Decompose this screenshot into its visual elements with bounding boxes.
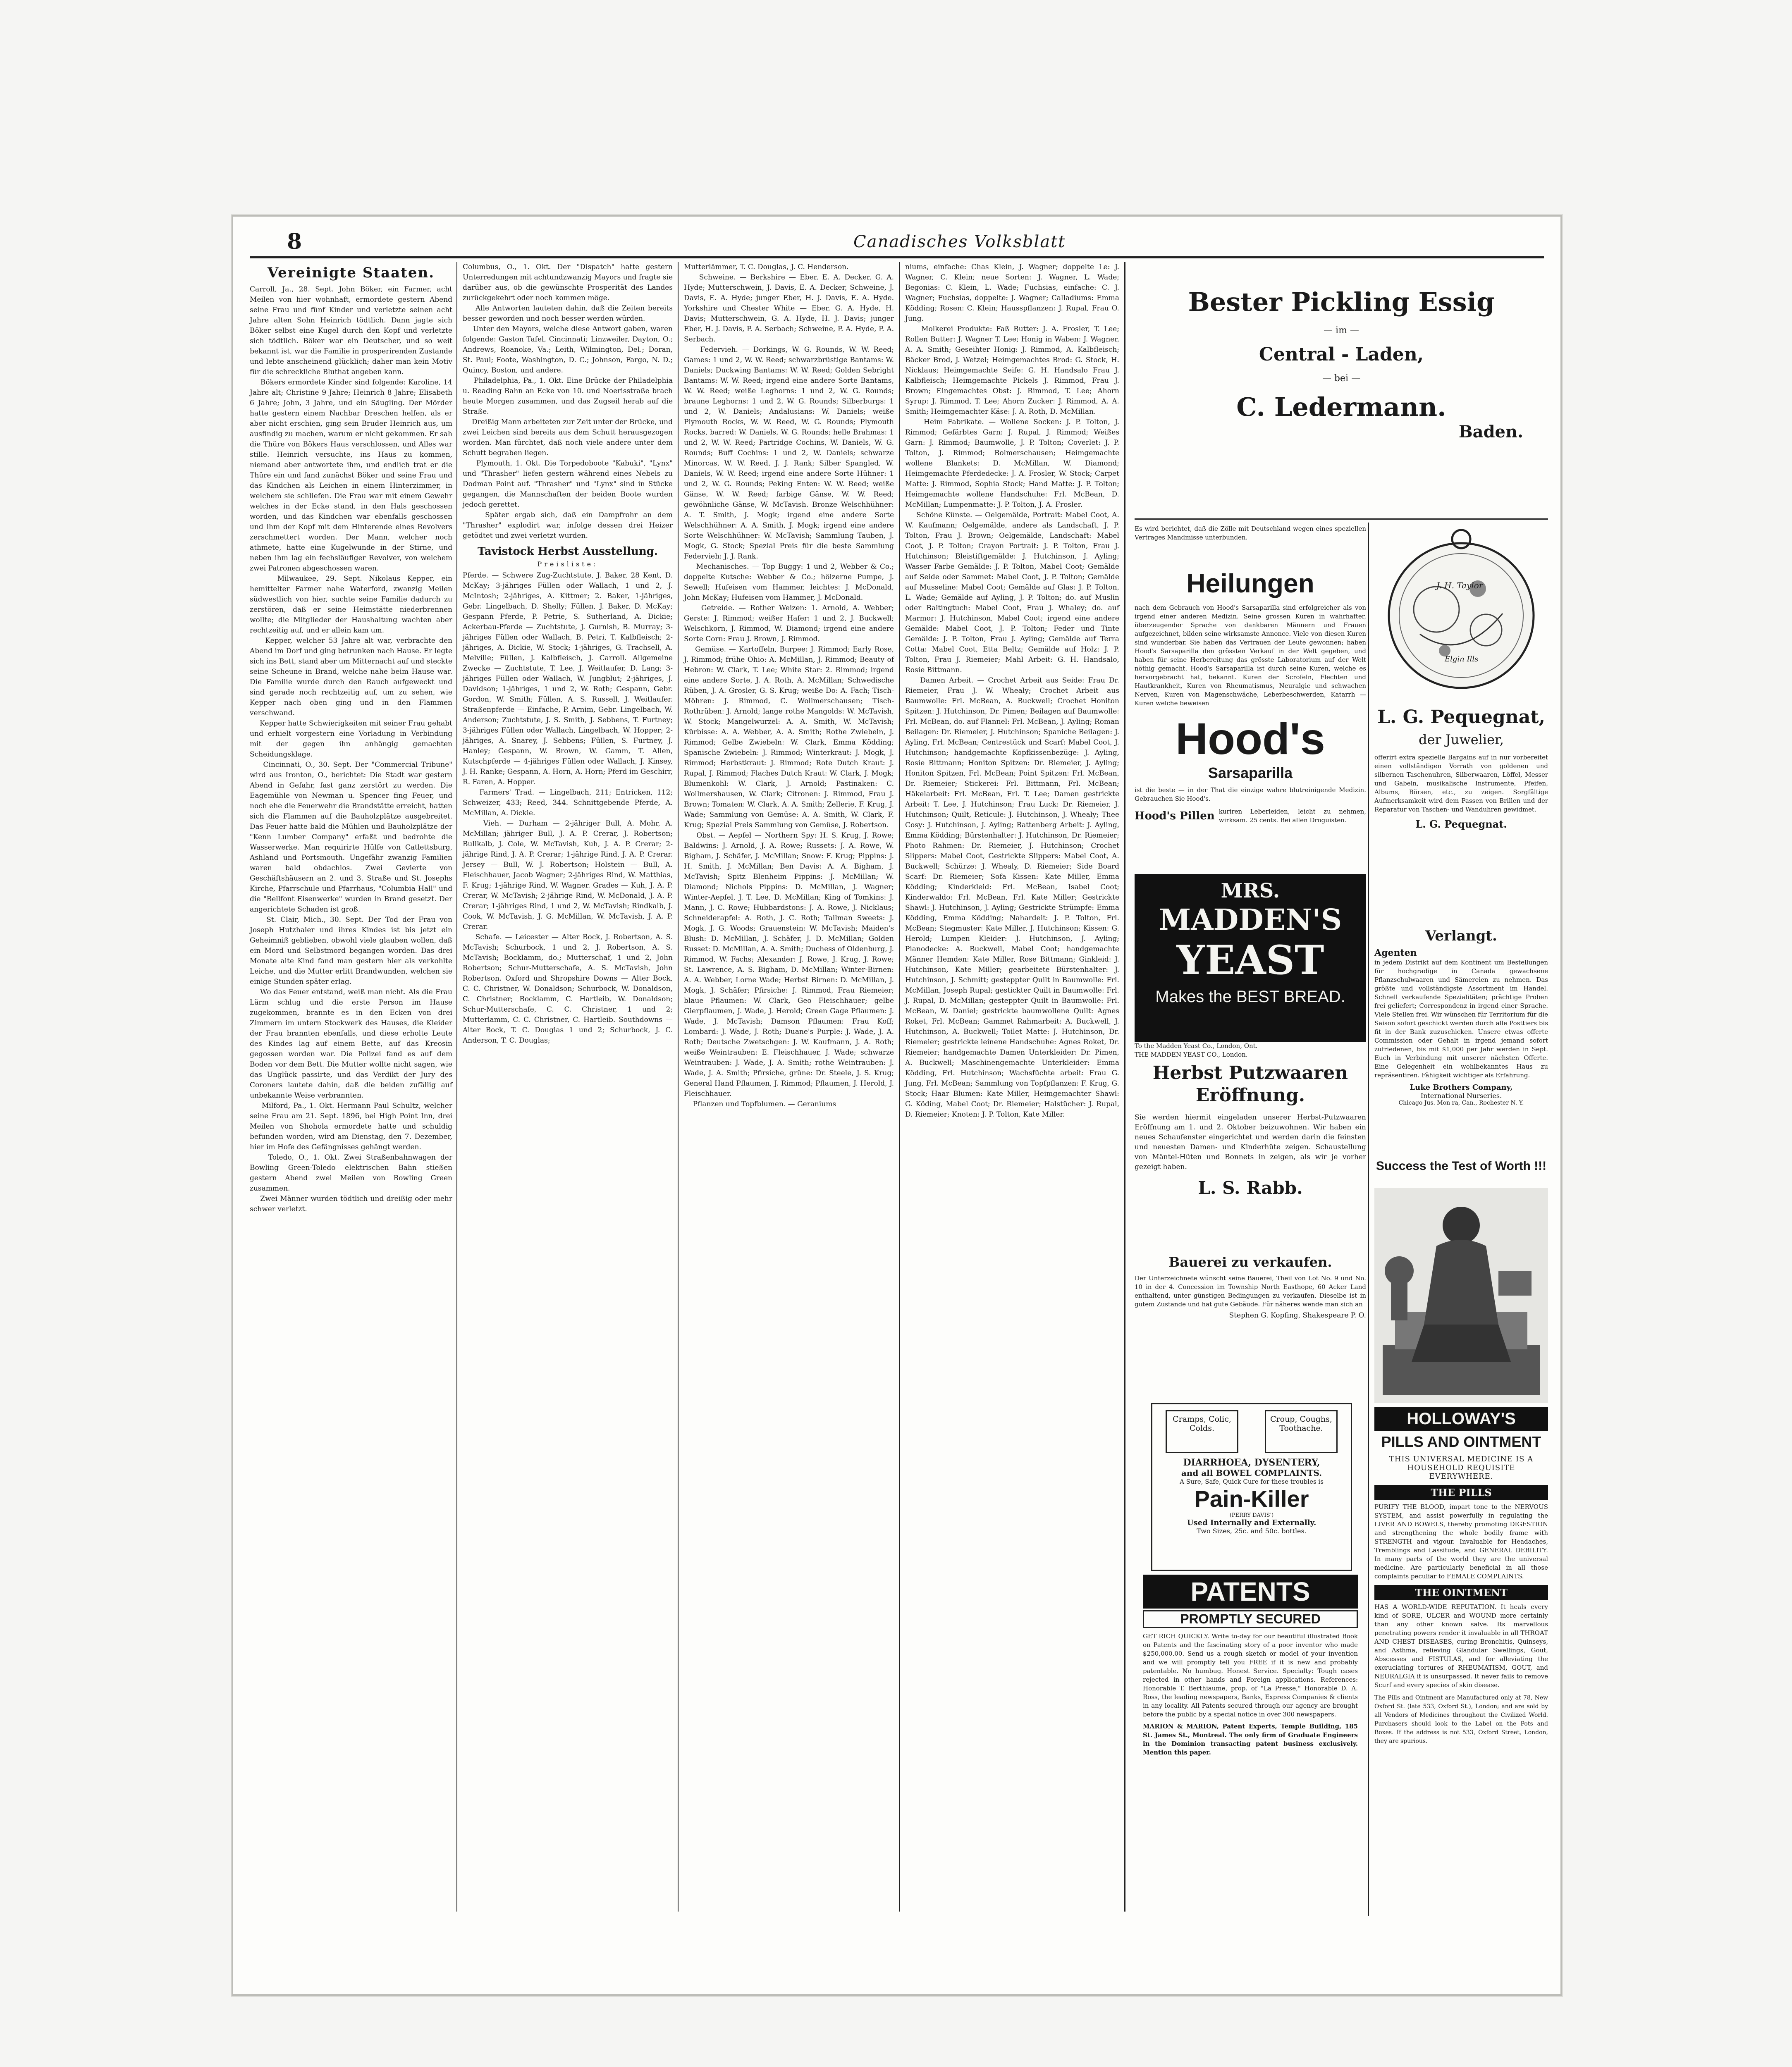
section-title: Tavistock Herbst Ausstellung. [478, 545, 658, 558]
ad-merchant: C. Ledermann. [1236, 392, 1446, 422]
ad-headline: Verlangt. [1425, 928, 1497, 944]
ad-footer: To the Madden Yeast Co., London, Ont. [1135, 1042, 1258, 1050]
ad-section-band: THE PILLS [1374, 1485, 1548, 1500]
ad-box: Croup, Coughs, Toothache. [1265, 1410, 1338, 1453]
notice [1135, 525, 1366, 566]
ad-signature: Stephen G. Kopfing, Shakespeare P. O. [1229, 1311, 1366, 1320]
ad-headline: Success the Test of Worth !!! [1376, 1159, 1547, 1173]
holloway-ad [1374, 1407, 1548, 1912]
ad-brand: Hood's [1176, 714, 1325, 764]
ad-brand: Pain-Killer [1194, 1486, 1309, 1512]
ad-brand-sub: PROMPTLY SECURED [1143, 1610, 1358, 1628]
ad-brand: PATENTS [1143, 1575, 1358, 1609]
ad-text: — im — [1324, 325, 1359, 336]
advertisements-column [1135, 262, 1548, 1916]
millinery-opening-ad [1135, 1062, 1366, 1252]
ad-text: Central - Laden, [1259, 344, 1424, 365]
ad-section-band: THE OINTMENT [1374, 1585, 1548, 1600]
watch-dial: Elgin Ills [1445, 655, 1479, 664]
column-rule [678, 262, 679, 1912]
madden-yeast-ad [1135, 874, 1366, 1056]
prize-list-text: Pferde. — Schwere Zug-Zuchtstute, J. Baker, 28 Kent, D. McKay; 3-jähriges Füllen oder Wallach, 1 und 2, J. McIntosh; 2-jähriges, A. Kittmer; 2. Baker, 1-jähriges, Gebr. Lingelbach, D. Shelly; Füllen, J. Baker, D. McKay; Gespann Pferde, P. Petrie, S. Sutherland, A. Dickie; Ackerbau-Pferde — Zuchtstute, J. Gurnish, B. Murray; 3-jähriges Füllen oder Wallach, B. Petri, T. Kalbfleisch; 2-jähriges, A. Dickie, W. Stock; 1-jähriges, G. Trachsell, A. Melville; Füllen, J. Kalbfleisch, J. Carroll. Allgemeine Zwecke — Zuchtstute, T. Lee, J. Weitlaufer, D. Lang; 3-jähriges Füllen oder Wallach, W. Jungblut; 2-jähriges, J. Davidson; 1-jähriges, 1 und 2, W. Roth; Gespann, Gebr. Gordon, W. Smith; Füllen, A. S. Russell, J. Weitlaufer. Straßenpferde — Einfache, P. Arnim, Gebr. Lingelbach, W. Anderson; Zuchtstute, J. S. Smith, J. Sebbens, T. Furtney; 3-jähriges Füllen oder Wallach, Lingelbach, W. Hopper; 2-jähriges, A. Snarey, J. Sebbens; Füllen, S. Furtney, J. Hanley; Gespann, W. Brown, W. Gamm, T. Allen, Kutschpferde — 4-jähriges Füllen oder Wallach, J. Kinsey, J. H. Ranke; Gespann, A. Horn, A. Horn; Pferd im Geschirr, R. Faren, A. Hopper. Farmers' Trad. — Lingelbach, 211; Entricken, 112; Schweizer, 433; Reed, 344. Schnittgebende Pferde, A. McMillan, A. Dickie. Vieh. — Durham — 2-jähriger Bull, A. Mohr, A. McMillan; jähriger Bull, J. A. P. Crerar, J. Robertson; Bullkalb, J. Cole, W. McTavish, Kuh, J. A. P. Crerar; 2-jährige Rind, J. A. P. Crerar; 1-jährige Rind, J. A. P. Crerar. Jersey — Bull, W. J. Robertson; Holstein — Bull, A. Fleischhauer, Jacob Wagner; 2-jähriges Rind, W. Matthias, F. Krug; 1-jährige Rind, W. Wagner. Grades — Kuh, J. A. P. Crerar, W. McTavish; 2-jährige Rind, W. McDonald, J. A. P. Crerar; 1-jähriges Rind, 1 und 2, W. McTavish; Rindkalb, J. Cook, W. McTavish, J. G. McMillan, W. McTavish, J. A. P. Crerar. Schafe. — Leicester — Alter Bock, J. Robertson, A. S. McTavish; Schurbock, 1 und 2, J. Robertson, A. S. McTavish; Bocklamm, do.; Mutterschaf, 1 und 2, John Robertson; Schur-Mutterschafe, A. S. McTavish, John Robertson. Oxford und Shropshire Downs — Alter Bock, C. C. Christner, W. Donaldson; Schurbock, W. Donaldson, C. Christner; Bocklamm, C. Hartleib, W. Donaldson; Schur-Mutterschafe, C. C. Christner, 1 und 2; Mutterlamm, C. C. Christner, C. Hartleib. Southdowns — Alter Bock, T. C. Douglas 1 und 2; Schurbock, J. C. Anderson, T. C. Douglas; [463, 571, 673, 1045]
ad-brand-sub: Sarsaparilla [1208, 764, 1293, 781]
jeweler-ad [1374, 707, 1548, 921]
ad-headline: Herbst Putzwaaren Eröffnung. [1152, 1062, 1348, 1106]
ad-column-rule [1368, 523, 1369, 1916]
column-rule [1124, 262, 1125, 1912]
ad-headline: Bester Pickling Essig [1188, 287, 1495, 317]
pocket-watch-illustration [1374, 527, 1548, 700]
ad-brand: YEAST [1176, 937, 1324, 983]
ad-address: Chicago Jus. Mon ra, Can., Rochester N. Y. [1398, 1100, 1524, 1106]
notice-text: Es wird berichtet, daß die Zölle mit Deutschland wegen eines speziellen Vertrages Mandmisse unterbunden. [1135, 525, 1366, 541]
ad-body: kuriren Leberleiden, leicht zu nehmen, wirksam. 25 cents. Bei allen Droguisten. [1219, 808, 1366, 824]
ad-brand-sub: PILLS AND OINTMENT [1381, 1433, 1541, 1450]
ad-headline: Heilungen [1186, 568, 1314, 598]
page-number: 8 [287, 229, 302, 254]
header-rule [250, 256, 1544, 258]
watch-maker: J. H. Taylor [1436, 580, 1483, 590]
ad-text: — bei — [1322, 373, 1361, 384]
pickling-vinegar-ad [1135, 262, 1548, 510]
article-text: Columbus, O., 1. Okt. Der "Dispatch" hatte gestern Unterredungen mit achtundzwanzig Mayors und fragte sie darüber aus, ob die gewünschte Prosperität des Landes zurückgekehrt oder noch kommen möge. Alle Antworten lauteten dahin, daß die Zeiten bereits besser geworden und noch besser werden würden. Unter den Mayors, welche diese Antwort gaben, waren folgende: Gaston Tafel, Cincinnati; Linzweiler, Dayton, O.; Andrews, Roanoke, Va.; Leith, Wilmington, Del.; Doran, St. Paul; Foote, Washington, D. C.; Johnson, Fargo, N. D.; Quincy, Boston, und andere. Philadelphia, Pa., 1. Okt. Eine Brücke der Philadelphia u. Reading Bahn an Ecke von 10. und Noerisstraße brach heute Morgen zusammen, und das Zugseil herab auf die Straße. Dreißig Mann arbeiteten zur Zeit unter der Brücke, und zwei Leichen sind bereits aus dem Schutt herausgezogen worden. Man fürchtet, daß noch viele andere unter dem Schutt begraben liegen. Plymouth, 1. Okt. Die Torpedoboote "Kabuki", "Lynx" und "Thrasher" liefen gestern während eines Nebels zu Dodman Point auf. "Thrasher" und "Lynx" sind in Stücke gegangen, die Mannschaften der beiden Boote wurden jedoch gerettet. Später ergab sich, daß ein Dampfrohr an dem "Thrasher" explodirt war, infolge dessen drei Heizer getödtet und zwei verletzt wurden. [463, 263, 673, 540]
ad-text: (PERRY DAVIS') [1229, 1512, 1274, 1518]
ad-text: Used Internally and Externally. [1187, 1518, 1317, 1527]
ad-brand: MRS. [1221, 879, 1280, 902]
ad-location: Baden. [1458, 422, 1523, 442]
newspaper-page [232, 215, 1562, 1996]
ad-tagline: Makes the BEST BREAD. [1155, 988, 1345, 1006]
ad-company: International Nurseries. [1420, 1092, 1502, 1100]
ad-body: PURIFY THE BLOOD, impart tone to the NERVOUS SYSTEM, and assist powerfully in regulating the LIVER AND BOWELS, thereby promoting DIGESTION and strengthening the whole bodily frame with STRENGTH and vigour. Invaluable for Headaches, Tremblings and Lassitude, and GENERAL DEBILITY. In many parts of the world they are the universal medicine. Are particularly beneficial in all those complaints peculiar to FEMALE COMPLAINTS. [1374, 1503, 1548, 1580]
ad-body: HAS A WORLD-WIDE REPUTATION. It heals every kind of SORE, ULCER and WOUND more certainly than any other known salve. Its marvellous penetrating powers render it invaluable in all THROAT AND CHEST DISEASES, curing Bronchitis, Quinseys, and Asthma, relieving Glandular Swellings, Gout, Abscesses and FISTULAS, and for alleviating the excruciating tortures of RHEUMATISM, GOUT, and NEURALGIA it is unsurpassed. It never fails to remove Scurf and every species of skin disease. [1374, 1603, 1548, 1689]
article-text: Carroll, Ja., 28. Sept. John Böker, ein Farmer, acht Meilen von hier wohnhaft, ermordete gestern Abend seine Frau und fünf Kinder und verletzte seinen acht Jahre alten Sohn Heinrich tödtlich. Dann jagte sich Böker selbst eine Kugel durch den Kopf und verletzte sich tödtlich. Böker war ein Deutscher, und so weit bekannt ist, war die Familie in prosperirenden Zustande und lebte anscheinend glücklich; daher man kein Motiv für die schreckliche Bluthat angeben kann. Bökers ermordete Kinder sind folgende: Karoline, 14 Jahre alt; Christine 9 Jahre; Heinrich 8 Jahre; Elisabeth 6 Jahre; John, 3 Jahre, und ein Säugling. Der Mörder hatte gestern einem Nachbar Dreschen helfen, als er aber nicht erschien, ging sein Bruder Heinrich aus, um ausfindig zu machen, warum er nicht gekommen. Er sah die Thüre von Bökers Haus verschlossen, und Alles war stille. Heinrich versuchte, ins Haus zu kommen, niemand aber antwortete ihm, und endlich trat er die Thüre ein und fand zunächst Böker und seine Frau und das Kindchen als Leichen in einem Hinterzimmer, in welchem sie schliefen. Die Frau war mit einem Gewehr welches in der Ecke stand, in den Hals geschossen worden, und das Kindchen war ebenfalls geschossen und ihm der Kopf mit dem Hinterende eines Revolvers zerschmettert worden. Der Mann, welcher noch athmete, hatte eine Kugelwunde in der Stirne, und neben ihm lag ein fechsläufiger Revolver, von welchem zwei Patronen abgeschossen waren. Milwaukee, 29. Sept. Nikolaus Kepper, ein hemittelter Farmer nahe Waterford, zwanzig Meilen südwestlich von hier, suchte seine Familie dadurch zu zerstören, daß er seine Heimstätte niederbrennen wollte; die Mitglieder der Haushaltung wachten aber rechtzeitig auf, und er allein kam um. Kepper, welcher 53 Jahre alt war, verbrachte den Abend im Dorf und ging betrunken nach Hause. Er legte sich ins Bett, stand aber um Mitternacht auf und steckte seine Scheune in Brand, welche nahe beim Hause war. Die Familie wurde durch den Rauch aufgeweckt und sind gerade noch rechtzeitig auf, um zu sehen, wie Kepper nach oben ging und in den Flammen verschwand. Kepper hatte Schwierigkeiten mit seiner Frau gehabt und erhielt vorgestern eine Vorladung in Verbindung mit der gegen ihn anhängig gemachten Scheidungsklage. Cincinnati, O., 30. Sept. Der "Commercial Tribune" wird aus Ironton, O., berichtet: Die Stadt war gestern Abend in Gefahr, fast ganz zerstört zu werden. Die Eagemühle von Newman u. Spencer fing Feuer, und noch ehe die Feuerwehr die Brandstätte erreicht, hatten sich die Flammen auf die Bauholzplätze ausgebreitet. Das Feuer hatte bald die Mühlen und Bauholzplätze der "Kenn Lumber Company" erfaßt und bedrohte die Wasserwerke. Man requirirte Hülfe von Catlettsburg, Ashland und Portsmouth. Ungefähr zwanzig Familien waren bald obdachlos. Zwei Gevierte von Geschäftshäusern an 2. und 3. Straße und St. Josephs Kirche, Pfarrschule und Pfarrhaus, "Columbia Hall" und die "Bellfont Eisenwerke" wurden in Brand gesetzt. Der angerichtete Schaden ist groß. St. Clair, Mich., 30. Sept. Der Tod der Frau von Joseph Hutzhaler und ihres Kindes ist bis jetzt ein Geheimniß geblieben, obwohl viele glauben wollen, daß ein Mord und Selbstmord begangen worden. Das drei Monate alte Kind fand man gestern hier als verkohlte Leiche, und die Mutter erlitt Brandwunden, welchen sie einige Stunden später erlag. Wo das Feuer entstand, weiß man nicht. Als die Frau Lärm schlug und die erste Person im Hause zugekommen, brannte es in den Ecken von drei Zimmern im untern Stockwerk des Hauses, die Kleider der Frau brannten ebenfalls, und diese erholte Leute des Kindes lag auf einem Bette, auf das Kreosin gegossen worden war. Die Polizei fand es auf dem Boden vor dem Bett. Die Mutter wollte nicht sagen, wie das Unglück passirte, und das Verdikt der Jury des Coroners lautete dahin, daß die beiden zufällig auf unbekannte Weise verbrannten. Milford, Pa., 1. Okt. Hermann Paul Schultz, welcher seine Frau am 21. Sept. 1896, bei High Point Inn, drei Meilen von Shohola ermordete hatte und schuldig befunden worden, wird am Dienstag, den 7. Dezember, hier im Hofe des Gefängnisses gehängt werden. Toledo, O., 1. Okt. Zwei Straßenbahnwagen der Bowling Green-Toledo elektrischen Bahn stießen gestern Abend zwei Meilen von Bowling Green zusammen. Zwei Männer wurden tödtlich und dreißig oder mehr schwer verletzt. [250, 285, 453, 1213]
success-banner [1374, 1159, 1548, 1184]
ad-body: Der Unterzeichnete wünscht seine Bauerei, Theil von Lot No. 9 und No. 10 in der 4. Concession im Township North Easthope, 60 Acker Land enthaltend, unter günstigen Bedingungen zu verkaufen. Dieselbe ist in gutem Zustande und hat gute Gebäude. Für näheres wende man sich an [1135, 1275, 1366, 1308]
ad-footer: THE MADDEN YEAST CO., London. [1135, 1051, 1248, 1058]
patents-ad [1143, 1575, 1358, 1914]
ad-body: offerirt extra spezielle Bargains auf in nur vorbereitet einen vollständigen Vorrath von goldenen und silbernen Taschenuhren, Silberwaaren, Löffel, Messer und Gabeln, musikalische Instrumente, Pfeifen, Albums, Börsen, etc., zu zeigen. Sorgfältige Aufmerksamkeit wird dem Passen von Brillen und der Reparatur von Taschen- und Wanduhren gewidmet. [1374, 754, 1548, 813]
farm-for-sale-ad [1135, 1254, 1366, 1391]
ad-headline: Bauerei zu verkaufen. [1168, 1254, 1332, 1270]
ad-body: GET RICH QUICKLY. Write to-day for our beautiful illustrated Book on Patents and the fascinating story of a poor inventor who made $250,000.00. Send us a rough sketch or model of your invention and we will promptly tell you FREE if it is new and probably patentable. No humbug. Honest Service. Specialty: Tough cases rejected in other hands and Foreign applications. References: Honorable T. Berthiaume, prop. of "La Presse," Honorable D. A. Ross, the leading newspapers, Banks, Express Companies & clients in any locality. All Patents secured through our agency are brought before the public by a special notice in over 300 newspapers. [1143, 1633, 1358, 1718]
ad-footer: MARION & MARION, Patent Experts, Temple Building, 185 St. James St., Montreal. The only firm of Graduate Engineers in the Dominion transacting patent business exclusively. Mention this paper. [1143, 1723, 1358, 1756]
ad-signature: L. G. Pequegnat. [1415, 818, 1507, 830]
section-title: Vereinigte Staaten. [267, 265, 435, 281]
ad-divider [1135, 518, 1548, 520]
ad-body: Sie werden hiermit eingeladen unserer Herbst-Putzwaaren Eröffnung am 1. und 2. Oktober beizuwohnen. Wir haben ein neues Schaufenster eingerichtet und werden darin die feinsten und neuesten Damen- und Kinderhüte zeigen. Schaustellung von Mäntel-Hüten und Bonnets in zeigen, als wir je vorher gezeigt haben. [1135, 1113, 1366, 1171]
column-2 [463, 262, 673, 1907]
ad-text: and all BOWEL COMPLAINTS. [1181, 1468, 1322, 1478]
painkiller-ad [1151, 1403, 1352, 1571]
ad-body: nach dem Gebrauch von Hood's Sarsaparilla sind erfolgreicher als von irgend einer anderen Medizin. Seine grossen Kuren in wahrhafter, überzeugender Sprache von dankbaren Männern und Frauen aufgezeichnet, bilden seine wirksamste Annonce. Viele von diesen Kuren sind wunderbar. Sie haben das Vertrauen der Leute gewonnen; haben Hood's Sarsaparilla den grössten Verkauf in der Welt gegeben, und haben für seine Herbereitung das grösste Laboratorium auf der Welt nöthig gemacht. Hood's Sarsaparilla ist durch seine Kuren, welche es hervorgebracht hat, bekannt. Kuren der Scrofeln, Flechten und Hautkrankheit, Kuren von Rheumatismus, Neuralgie und schwachen Nerven, Kuren von Magenschwäche, Leberbeschwerden, Katarrh — Kuren welche beweisen [1135, 604, 1366, 707]
prize-list-text: niums, einfache: Chas Klein, J. Wagner; doppelte Le: J. Wagner, C. Klein; neue Sorten: J. Wagner, L. Wade; Begonias: C. Klein, L. Wade; Fuchsias, einfache: C. J. Wagner; Fuchsias, doppelte: J. Wagner; Calladiums: Emma Ködding; Rosen: C. Klein; Hausspflanzen: J. Rupal, Frau O. Jung. Molkerei Produkte: Faß Butter: J. A. Frosler, T. Lee; Rollen Butter: J. Wagner T. Lee; Honig in Waben: J. Wagner, A. A. Smith; Geseihter Honig: J. Rimmod, A. Kalbfleisch; Bäcker Brod, J. Wetzel; Heimgemachtes Brod: G. Stock, H. Nicklaus; Heimgemachte Seife: G. H. Handsalo Frau J. Kalbfleisch; Heimgemachte Pickels J. Rimmod, Frau J. Brown; Eingemachtes Obst: J. Rimmod, T. Lee; Ahorn Syrup: J. Rimmod, T. Lee; Ahorn Zucker: J. Rimmod, A. A. Smith; Heimgemachter Käse: J. A. Roth, D. McMillan. Heim Fabrikate. — Wollene Socken: J. P. Tolton, J. Rimmod; Gefärbtes Garn: J. Rupal, J. Rimmod; Weißes Garn: J. Rimmod; Baumwolle, J. P. Tolton; Coverlet: J. P. Tolton, J. Rimmod; Bolmerschausen; Heimgemachte wollene Blankets: D. McMillan, W. Diamond; Heimgemachte Pferdedecke: J. A. Frosler, W. Stock; Carpet Matte: J. Rimmod, Sophia Stock; Hand Matte: J. P. Tolton; Heimgemachte wollene Handschuhe: Frl. McBean, D. McMillan; Lumpenmatte: J. P. Tolton, J. A. Frosler. Schöne Künste. — Oelgemälde, Portrait: Mabel Coot, A. W. Kaufmann; Oelgemälde, andere als Landschaft, J. P. Tolton, Frau J. Brown; Oelgemälde, Landschaft: Mabel Coot, J. P. Tolton; Crayon Portrait: J. P. Tolton, Frau J. Hutchinson; Bleistiftgemälde: J. Hutchinson, J. Ayling; Wasser Farbe Gemälde: J. P. Tolton, Mabel Coot; Gemälde auf Seide oder Sammet: Mabel Coot, J. P. Tolton; Gemälde auf Musseline: Mabel Coot; Gemälde auf Glas: J. P. Tolton, L. Wade; Gemälde auf Ayling, J. P. Tolton; do. auf Muslin oder Baltingtuch: Mabel Coot, Frau J. Whaley; do. auf Marmor: J. Hutchinson, Mabel Coot; irgend eine andere Gemälde: Mabel Coot, J. P. Tolton; Feder und Tinte Gemälde: J. P. Tolton, Frau J. Ayling; Gemälde auf Terra Cotta: Mabel Coot, Etta Beltz; Gemälde auf Holz: J. P. Tolton, Frau J. Riemeier; Mahl Arbeit: G. H. Handsalo, Rosie Bittmann. Damen Arbeit. — Crochet Arbeit aus Seide: Frau Dr. Riemeier, Frau J. W. Whealy; Crochet Arbeit aus Baumwolle: Frl. McBean, A. Buckwell; Crochet Honiton Spitzen: J. Hutchinson, Dr. Pimen; Beilagen auf Baumwolle: Frl. McBean, do. auf Flannel: Frl. McBean, J. Ayling; Roman Beilagen: Dr. Riemeier, J. Hutchinson; Spaniche Beilagen: J. Ayling, Frl. McBean; Centrestück und Scarf: Mabel Coot, J. Hutchinson; handgemachte Kopfkissenbezüge: J. Ayling, Rosie Bittmann; Honiton Spitzen: Dr. Riemeier, J. Ayling; Honiton Spitzen, Frl. McBean; Point Spitzen: Frl. McBean, Dr. Riemeier; Stickerei: Frl. Bittmann, Frl. McBean; Häkelarbeit: Frl. McBean, Frl. T. Lee; Damen gestrickte Arbeit: T. Lee, J. Hutchinson; Frau Luck: Dr. Riemeier, J. Hutchinson; Quilt, Reticule: J. Hutchinson, J. Whealy; Thee Cosy: J. Hutchinson, J. Ayling; Battenberg Arbeit: J. Ayling, Emma Ködding; Bürstenhalter: J. Hutchinson, Dr. Riemeier; Photo Rahmen: Dr. Riemeier, J. Hutchinson; Crochet Slippers: Mabel Coot, Gestrickte Slippers: Mabel Coot, A. Buckwell; Schürze: J. Whealy, D. Riemeier; Side Board Scarf: Dr. Riemeier; Sofa Kissen: Kate Miller, Emma Ködding; Kinderkleid: Frl. McBean, Isabel Coot; Kinderwaldo: Frl. McBean, Frl. Kate Miller; Gestrickte Shawl: J. Hutchinson, J. Ayling; Gestrickte Strümpfe: Emma Ködding, Emma Ködding; Nahardeit: J. P. Tolton, Frl. McBean; Stegmuster: Kate Miller, J. Hutchinson; Kissen: G. Herold; Lumpen Kleider: J. Hutchinson, J. Ayling; Pianodecke: A. Buckwell, Mabel Coot; handgemachte Männer Hemden: Kate Miller, Rose Bittmann; Ginkleid: J. Hutchinson, Kate Miller; gearbeitete Bürstenhalter: J. Hutchinson, J. Schmitt; gesteppter Quilt in Baumwolle: Frl. McMillan, Joseph Rupal; gestickter Quilt in Baumwolle: Frl. J. Rupal, D. McMillan; gesteppter Quilt in Baumwolle: Frl. McBean, W. Daniel; gestrickte baumwollene Quilt: Agnes Roket, Frl. McBean; Gammet Rahmarbeit: A. Buckwell, J. Hutchinson, A. Buckwell; Toilet Matte: J. Hutchinson, Dr. Riemeier; gestrickte leinene Handschuhe: Agnes Roket, Dr. Riemeier; handgemachte Damen Unterkleider: Dr. Pimen, A. Buckwell; Maschinengemachte Unterkleider: Emma Ködding, Frl. Hutchinson; Wachsfüchte arbeit: Frau G. Jung, Frl. McBean; Sammlung von Topfpflanzen: F. Krug, G. Stock; Haar Blumen: Kate Miller, Heimgemachter Shawl: G. Köding, Mabel Coot; Dr. Riemeier; Halstücher: J. Rupal, D. Riemeier; Knoten: J. P. Tolton, Kate Miller. [905, 263, 1119, 1119]
ad-brand: MADDEN'S [1159, 902, 1342, 937]
prize-list-text: Mutterlämmer, T. C. Douglas, J. C. Henderson. Schweine. — Berkshire — Eber, E. A. Decker, G. A. Hyde; Mutterschwein, J. Davis, E. A. Decker, Schweine, J. Davis, E. A. Hyde; junger Eber, H. J. Davis, E. A. Hyde. Yorkshire und Chester White — Eber, G. A. Hyde, H. Davis; Mutterschwein, G. A. Hyde, H. J. Davis; junger Eber, H. J. Davis, P. A. Serbach; Schweine, P. A. Hyde, P. A. Serbach. Federvieh. — Dorkings, W. G. Rounds, W. W. Reed; Games: 1 und 2, W. W. Reed; schwarzbrüstige Bantams: W. Daniels; Duckwing Bantams: W. W. Reed; Golden Sebright Bantams: W. W. Reed; irgend eine andere Sorte Bantams, W. W. Reed; weiße Leghorns: 1 und 2, W. G. Rounds; braune Leghorns: 1 und 2, W. G. Rounds; Silberburgs: 1 und 2, W. Daniels; Andalusians: W. Daniels; weiße Plymouth Rocks, W. W. Reed, W. G. Rounds; Plymouth Rocks, barred: W. Daniels, W. G. Rounds; helle Brahmas: 1 und 2, W. W. Reed; Partridge Cochins, W. Daniels, W. G. Rounds; Buff Cochins: 1 und 2, W. Daniels; schwarze Minorcas, W. W. Reed, J. J. Rank; Silber Spangled, W. Daniels, W. W. Reed; irgend eine andere Sorte Hühner: 1 und 2, W. G. Rounds; Peking Enten: W. W. Reed; weiße Gänse, W. W. Reed; farbige Gänse, W. W. Reed; gewöhnliche Gänse, W. McTavish. Bronze Welschhühner: A. T. Smith, J. Mogk; irgend eine andere Sorte Welschhühner: A. A. Smith, J. Mogk; irgend eine andere Sorte Welschhühner: W. McTavish; Sammlung Tauben, J. Mogk, G. Stock; Spezial Preis für die beste Sammlung Federvieh: J. J. Rank. Mechanisches. — Top Buggy: 1 und 2, Webber & Co.; doppelte Kutsche: Webber & Co.; hölzerne Pumpe, J. Sewell; Hufeisen vom Hammer, leichtes: J. McDonald, John McKay; Hufeisen vom Hammer, J. McDonald. Getreide. — Rother Weizen: 1. Arnold, A. Webber; Gerste: J. Rimmod; weißer Hafer: 1 und 2, J. Buckwell; Welschkorn, J. Rimmod, W. Diamond; irgend eine andere Sorte Corn: Frau J. Brown, J. Rimmod. Gemüse. — Kartoffeln, Burpee: J. Rimmod; Early Rose, J. Rimmod; frühe Ohio: A. McMillan, J. Rimmod; Beauty of Hebron: W. Clark, T. Lee; White Star: 2. Rimmod; irgend eine andere Sorte, J. A. Roth, A. McMillan; Schwedische Rüben, J. A. Grosler, G. S. Krug; weiße Do: A. Fach; Tisch-Möhren: J. Rimmod, C. Wollmerschausen; Tisch-Rothrüben: J. Arnold; lange rothe Mangolds: W. McTavish, W. Stock; Mangelwurzel: A. A. Smith, W. McTavish; Kürbisse: A. A. Webber, A. A. Smith; Rothe Zwiebeln, J. Rimmod; Gelbe Zwiebeln: W. Clark, Emma Ködding; Spanische Zwiebeln: J. Rimmod; Winterkraut: J. Mogk, J. Rimmod; Herbstkraut: J. Rimmod; Rote Dutch Kraut: J. Rupal, J. Rimmod; Flaches Dutch Kraut: W. Clark, J. Mogk; Blumenkohl: W. Clark, J. Arnold; Pastinaken: C. Wollmershausen, W. Clark; Citronen: J. Rimmod, Frau J. Brown; Tomaten: W. Clark, A. A. Smith; Zellerie, F. Krug, J. Wade; Sammlung von Gemüse: A. A. Smith, W. Clark, F. Krug; Spezial Preis Sammlung von Gemüse, J. Robertson. Obst. — Aepfel — Northern Spy: H. S. Krug, J. Rowe; Baldwins: J. Arnold, J. A. Rowe; Russets: J. A. Rowe, W. Bigham, J. Schäfer, J. McMillan; Snow: F. Krug; Pippins: J. H. Smith, J. McMillan; Ben Davis: A. A. Bigham, J. McTavish; Spitz Blenheim Pippins: J. McMillan; W. Diamond; Nichols Pippins: D. McMillan, J. Wagner; Winter-Aepfel, J. T. Lee, D. McMillan; King of Tomkins: J. Mann, J. C. Rowe; Hubbardstons: J. A. Rowe, J. Nicklaus; Schneiderapfel: A. Roth, J. C. Roth; Tallman Sweets: J. Mogk, J. G. Woods; Grauenstein: W. McTavish; Maiden's Blush: D. McMillan, J. Schäfer, J. D. McMillan; Golden Russet: D. McMillan, A. A. Smith; Duchess of Oldenburg, J. Rimmod, W. Fachs; Alexander: J. Rowe, J. Krug, J. Rowe; St. Lawrence, A. S. Bigham, D. McMillan; Winter-Birnen: A. A. Webber, Lorne Wade; Herbst Birnen: D. McMillan, J. Mogk, J. Schäfer; Pfirsiche: J. Rimmod, Frau Riemeier; blaue Pflaumen: W. Clark, Geo Fleischhauer; gelbe Gierpflaumen, J. Wade, J. Herold; Green Gage Pflaumen: J. Wade, J. McTavish; Damson Pflaumen: Frau Koff; Lombard: J. Wade, J. Roth; Duane's Purple: J. Wade, J. A. Roth; Deutsche Zwetschgen: J. W. Kaufmann, J. A. Roth; weiße Weintrauben: E. Fleischhauer, J. Wade; schwarze Weintrauben: J. Wade, J. A. Smith; rothe Weintrauben: J. Wade, J. A. Smith; Pfirsiche, grüne: Dr. Steele, J. S. Krug; General Hand Pflaumen, J. Rimmod; Pflaumen, J. Herold, J. Fleischhauer. Pflanzen und Topfblumen. — Geraniums [684, 263, 894, 1108]
ad-text: Two Sizes, 25c. and 50c. bottles. [1197, 1527, 1307, 1535]
ad-brand: HOLLOWAY'S [1374, 1407, 1548, 1431]
ad-body: in jedem Distrikt auf dem Kontinent um Bestellungen für hochgradige in Canada gewachsene Pflanzschulwaaren und Sämereien zu nehmen. Das größte und vollständigste Assortment im Handel. Schnell verkaufende Spezialitäten; prächtige Proben frei geliefert; Correspondenz in irgend einer Sprache. Viele Stellen frei. Wir wünschen für Territorium für die Saison sofort geschickt werden durch alle Posttiers bis fit in der Bank zuzuschicken. Unsere etwas offerte Commission oder Gehalt in irgend jemand sofort zufriedenen, bis mit $1,000 per Jahr werden in Sept. Euch in Verbindung mit unserer nächsten Offerte. Eine Gelegenheit ein wohlbekanntes Haus zu repräsentiren. Fähigkeit wichtiger als Erfahrung. [1374, 959, 1548, 1079]
watch-icon [1374, 527, 1548, 700]
heilungen-ad [1135, 568, 1366, 866]
column-3 [684, 262, 894, 1907]
wanted-ad [1374, 928, 1548, 1159]
ad-product: Hood's Pillen [1135, 810, 1215, 822]
ad-company: Luke Brothers Company, [1410, 1083, 1513, 1092]
column-4 [905, 262, 1119, 1907]
ad-merchant: L. G. Pequegnat, [1377, 707, 1545, 728]
ad-text: DIARRHOEA, DYSENTERY, [1183, 1457, 1320, 1468]
section-subtitle: Preisliste: [537, 560, 598, 568]
column-1 [250, 262, 452, 1907]
seated-figure-icon [1374, 1188, 1548, 1403]
column-rule [899, 262, 900, 1912]
masthead: Canadisches Volksblatt [853, 232, 1066, 251]
ad-lead: Agenten [1374, 948, 1417, 958]
ad-lead: THIS UNIVERSAL MEDICINE IS A HOUSEHOLD REQUISITE EVERYWHERE. [1389, 1455, 1534, 1481]
ad-box: Cramps, Colic, Colds. [1166, 1410, 1238, 1453]
ad-text: der Juwelier, [1418, 732, 1504, 747]
ad-signature: L. S. Rabb. [1198, 1178, 1303, 1198]
ad-body: ist die beste — in der That die einzige wahre blutreinigende Medizin. Gebrauchen Sie Hood's. [1135, 786, 1366, 802]
ad-footer: The Pills and Ointment are Manufactured only at 78, New Oxford St. (late 533, Oxford St.), London; and are sold by all Vendors of Medicines throughout the Civilized World. Purchasers should look to the Label on the Pots and Boxes. If the address is not 533, Oxford Street, London, they are spurious. [1374, 1695, 1548, 1745]
ad-text: A Sure, Safe, Quick Cure for these troubles is [1180, 1478, 1324, 1485]
column-rule [456, 262, 457, 1912]
holloway-illustration [1374, 1188, 1548, 1403]
